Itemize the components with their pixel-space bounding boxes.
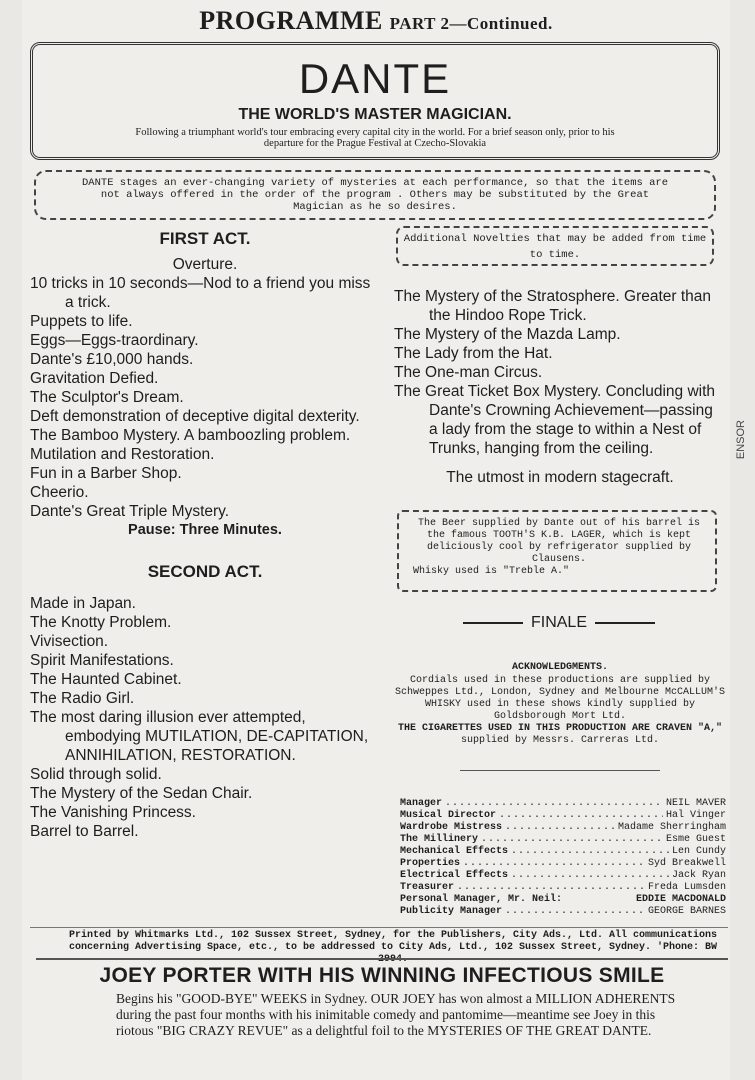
list-item: Cheerio. bbox=[30, 484, 89, 501]
leader-dots bbox=[511, 846, 669, 858]
beer-note bbox=[397, 510, 717, 592]
credit-row bbox=[400, 798, 726, 810]
overture: Overture. bbox=[172, 256, 238, 273]
credit-row bbox=[400, 846, 726, 858]
credits-list bbox=[400, 798, 726, 918]
credit-role: Personal Manager, Mr. Neil: bbox=[400, 894, 563, 905]
printer-imprint: Printed by Whitmarks Ltd., 102 Sussex Street, Sydney, for the Publishers, City Ads., Ltd. All communications concerning Advertising Space, etc., to be addressed to City Ads, Ltd., 102 Sussex Street, Sydney. 'Phone: BW 2994. bbox=[68, 930, 718, 965]
dante-subtitle: THE WORLD'S MASTER MAGICIAN. bbox=[238, 106, 512, 123]
credit-role: Wardrobe Mistress bbox=[400, 822, 503, 833]
list-item: The Vanishing Princess. bbox=[30, 804, 196, 821]
side-mark: ENSOR bbox=[735, 420, 747, 460]
credit-name: EDDIE MACDONALD bbox=[635, 894, 726, 905]
credit-role: Mechanical Effects bbox=[400, 846, 509, 857]
list-item: 10 tricks in 10 seconds—Nod to a friend you miss a trick. bbox=[30, 275, 371, 311]
whisky-text: Whisky used is "Treble A." bbox=[413, 566, 570, 577]
list-item: Mutilation and Restoration. bbox=[30, 446, 215, 463]
second-act-heading: SECOND ACT. bbox=[147, 562, 263, 581]
credit-name: GEORGE BARNES bbox=[647, 906, 726, 917]
first-act-list bbox=[30, 274, 380, 521]
acknowledgments bbox=[394, 662, 726, 747]
pause-note: Pause: Three Minutes. bbox=[128, 522, 282, 538]
list-item: The Sculptor's Dream. bbox=[30, 389, 184, 406]
right-act-list bbox=[394, 287, 724, 458]
dante-banner bbox=[30, 42, 720, 160]
list-item: Fun in a Barber Shop. bbox=[30, 465, 182, 482]
leader-dots bbox=[463, 858, 645, 870]
list-item: The Great Ticket Box Mystery. Concluding with Dante's Crowning Achievement—passing a lady from the stage to within a Nest of Trunks, hanging from the ceiling. bbox=[394, 383, 716, 457]
list-item: The most daring illusion ever attempted, embodying MUTILATION, DE-CAPITATION, ANNIHILATION, RESTORATION. bbox=[30, 709, 369, 764]
leader-dots bbox=[445, 798, 663, 810]
leader-dots bbox=[505, 822, 615, 834]
part-subtitle: PART 2—Continued. bbox=[389, 14, 553, 33]
credit-name: Jack Ryan bbox=[671, 870, 726, 881]
list-item: The Bamboo Mystery. A bamboozling problem. bbox=[30, 427, 351, 444]
first-act-heading: FIRST ACT. bbox=[159, 229, 251, 248]
leader-dots bbox=[499, 810, 663, 822]
page-title bbox=[22, 6, 730, 36]
list-item: The Mystery of the Sedan Chair. bbox=[30, 785, 253, 802]
divider bbox=[460, 770, 660, 771]
list-item: The Mystery of the Stratosphere. Greater than the Hindoo Rope Trick. bbox=[394, 288, 712, 324]
left-column bbox=[30, 226, 380, 841]
credit-role: Electrical Effects bbox=[400, 870, 509, 881]
dante-name: DANTE bbox=[298, 55, 452, 102]
list-item: Barrel to Barrel. bbox=[30, 823, 139, 840]
notice-box: DANTE stages an ever-changing variety of mysteries at each performance, so that the items are not always offered in the order of the program . Others may be substituted by the Great Magician as he so desires. bbox=[34, 170, 716, 220]
credit-row bbox=[400, 810, 726, 822]
credit-role: Properties bbox=[400, 858, 461, 869]
list-item: The Knotty Problem. bbox=[30, 614, 172, 631]
list-item: Solid through solid. bbox=[30, 766, 162, 783]
divider bbox=[30, 927, 728, 928]
credit-role: The Millinery bbox=[400, 834, 479, 845]
list-item: The Radio Girl. bbox=[30, 690, 135, 707]
list-item: Dante's £10,000 hands. bbox=[30, 351, 194, 368]
acknowledgments-text: Cordials used in these productions are supplied by Schweppes Ltd., London, Sydney and Melbourne McCALLUM'S WHISKY used in these shows kindly supplied by Goldsborough Mort Ltd. bbox=[394, 675, 726, 722]
acknowledgments-heading: ACKNOWLEDGMENTS. bbox=[511, 662, 608, 673]
credit-row bbox=[400, 882, 726, 894]
leader-dots bbox=[481, 834, 663, 846]
leader-dots bbox=[505, 906, 645, 918]
list-item: Eggs—Eggs-traordinary. bbox=[30, 332, 199, 349]
joey-text: Begins his "GOOD-BYE" WEEKS in Sydney. OUR JOEY has won almost a MILLION ADHERENTS during the past four months with his inimitable comedy and pantomime—meantime see Joey in this riotous "BIG CRAZY REVUE" as a delightful foil to the MYSTERIES OF THE GREAT DANTE. bbox=[116, 991, 676, 1038]
list-item: Dante's Great Triple Mystery. bbox=[30, 503, 230, 520]
credit-role: Manager bbox=[400, 798, 443, 809]
stagecraft-line: The utmost in modern stagecraft. bbox=[446, 469, 674, 486]
programme-title: PROGRAMME bbox=[199, 6, 383, 35]
list-item: Puppets to life. bbox=[30, 313, 133, 330]
credit-role: Musical Director bbox=[400, 810, 497, 821]
carreras-text: supplied by Messrs. Carreras Ltd. bbox=[460, 735, 660, 746]
credit-row bbox=[400, 894, 726, 906]
credit-role: Treasurer bbox=[400, 882, 455, 893]
credit-row bbox=[400, 822, 726, 834]
list-item: Made in Japan. bbox=[30, 595, 136, 612]
beer-text: The Beer supplied by Dante out of his barrel is the famous TOOTH'S K.B. LAGER, which is kept deliciously cool by refrigerator supplied by Clausens. bbox=[417, 518, 701, 565]
credit-name: Hal Vinger bbox=[665, 810, 726, 821]
list-item: The One-man Circus. bbox=[394, 364, 543, 381]
credit-name: Len Cundy bbox=[671, 846, 726, 857]
credit-name: Syd Breakwell bbox=[647, 858, 726, 869]
credit-name: Madame Sherringham bbox=[617, 822, 726, 833]
finale-label: FINALE bbox=[530, 614, 587, 631]
credit-row bbox=[400, 870, 726, 882]
right-column bbox=[394, 287, 724, 458]
list-item: Spirit Manifestations. bbox=[30, 652, 174, 669]
credit-row bbox=[400, 906, 726, 918]
list-item: The Lady from the Hat. bbox=[394, 345, 553, 362]
list-item: Gravitation Defied. bbox=[30, 370, 159, 387]
leader-dots bbox=[457, 882, 645, 894]
second-act-list bbox=[30, 594, 380, 841]
credit-name: Freda Lumsden bbox=[647, 882, 726, 893]
finale-heading bbox=[400, 614, 718, 632]
novelties-box: Additional Novelties that may be added from time to time. bbox=[396, 226, 714, 266]
joey-title: JOEY PORTER WITH HIS WINNING INFECTIOUS SMILE bbox=[99, 964, 665, 987]
list-item: The Haunted Cabinet. bbox=[30, 671, 182, 688]
credit-name: NEIL MAVER bbox=[665, 798, 726, 809]
cigarettes-text: THE CIGARETTES USED IN THIS PRODUCTION ARE CRAVEN "A," bbox=[397, 723, 723, 734]
joey-porter-advert bbox=[36, 958, 728, 1058]
credit-role: Publicity Manager bbox=[400, 906, 503, 917]
list-item: The Mystery of the Mazda Lamp. bbox=[394, 326, 621, 343]
credit-row bbox=[400, 858, 726, 870]
credit-name: Esme Guest bbox=[665, 834, 726, 845]
credit-row bbox=[400, 834, 726, 846]
list-item: Deft demonstration of deceptive digital dexterity. bbox=[30, 408, 360, 425]
leader-dots bbox=[511, 870, 669, 882]
list-item: Vivisection. bbox=[30, 633, 109, 650]
dante-description: Following a triumphant world's tour embracing every capital city in the world. For a brief season only, prior to his departure for the Prague Festival at Czecho-Slovakia bbox=[135, 127, 615, 149]
